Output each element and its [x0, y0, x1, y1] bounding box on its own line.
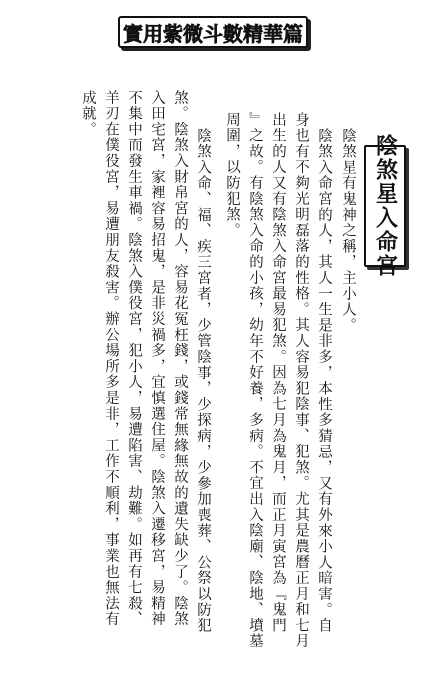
text-column-5: 』之故。有陰煞入命的小孩，幼年不好養，多病。不宜出入陰廟、陰地、墳墓 [247, 112, 263, 650]
text-column-7: 陰煞入命、福、疾三宮者，少管陰事，少探病，少參加喪葬、公祭以防犯 [195, 128, 211, 634]
text-column-2: 陰煞入命宮的人，其人一生是非多，本性多猜忌，又有外來小人暗害。自 [316, 128, 332, 634]
text-column-10: 不集中而發生車禍。陰煞入僕役宮，犯小人，易遭陷害、劫難。如再有七殺、 [126, 90, 142, 628]
text-column-6: 周圍，以防犯煞。 [224, 112, 240, 239]
text-column-3: 身也有不夠光明磊落的性格。其人容易犯陰事、犯煞。尤其是農曆正月和七月 [293, 112, 309, 650]
text-column-8: 煞。陰煞入財帛宮的人，容易花冤枉錢，或錢常無緣無故的遺失缺少了。陰煞 [172, 90, 188, 628]
text-column-1: 陰煞星有鬼神之稱，主小人。 [340, 128, 356, 334]
text-column-4: 出生的人又有陰煞入命宮最易犯煞。因為七月為鬼月，而正月寅宮為『鬼門 [270, 112, 286, 634]
text-column-11: 羊刃在僕役宮，易遭朋友殺害。辦公場所多是非，工作不順利，事業也無法有 [103, 90, 119, 628]
header-banner-title: 實用紫微斗數精華篇 [123, 21, 303, 46]
text-column-9: 入田宅宮，家裡容易招鬼，是非災禍多，宜慎選住屋。陰煞入遷移宮，易精神 [149, 90, 165, 628]
text-column-12: 成就。 [80, 90, 96, 138]
section-title: 陰煞星入命宮 [372, 134, 398, 278]
